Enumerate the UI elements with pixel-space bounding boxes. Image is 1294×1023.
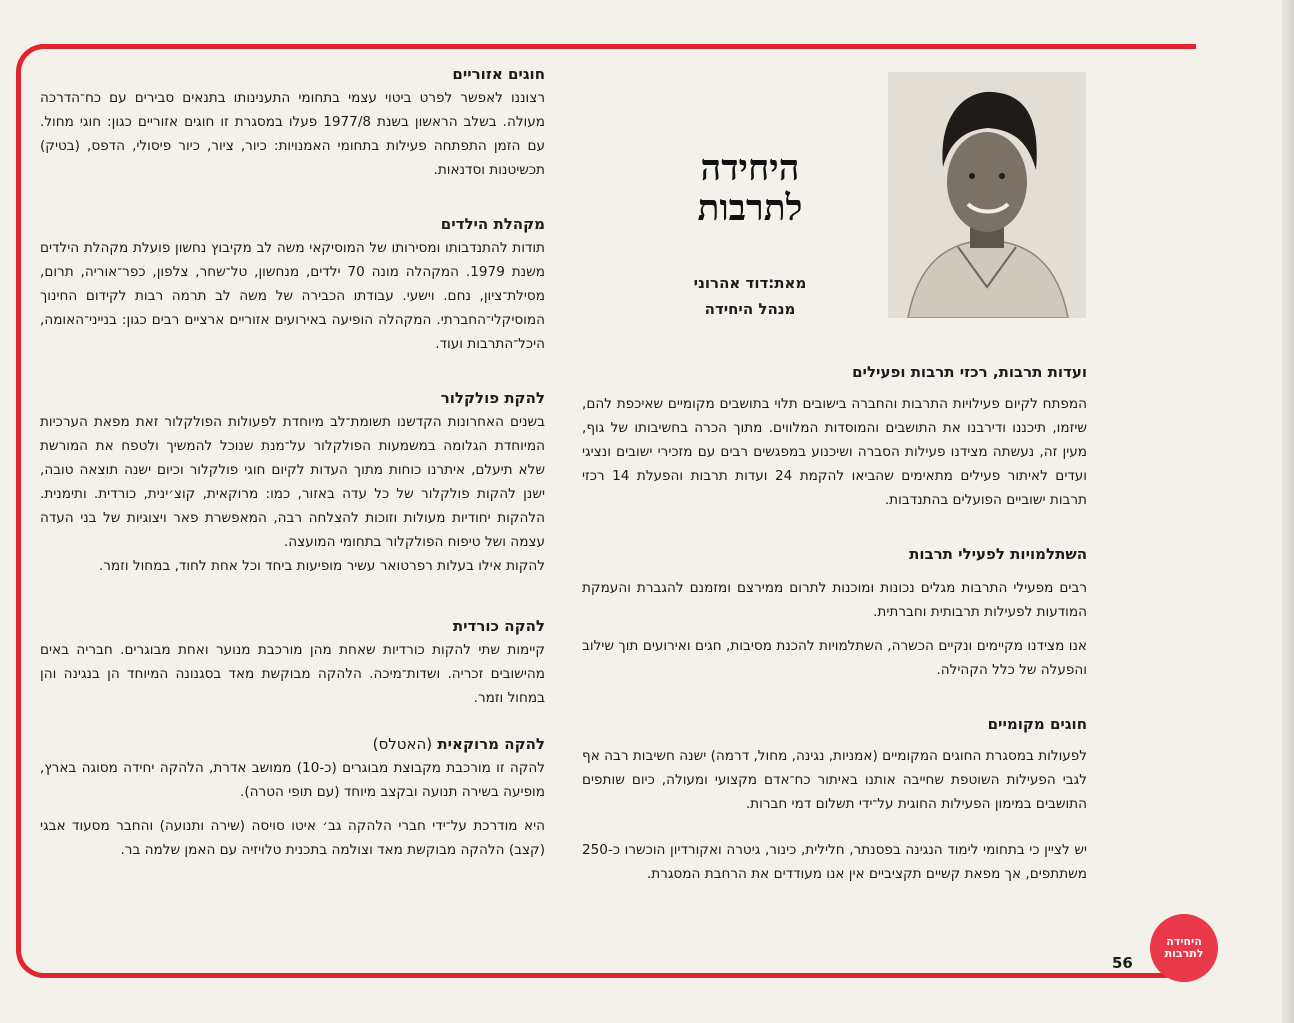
page-title xyxy=(640,148,860,228)
red-frame-top xyxy=(40,44,1086,49)
section-text-local-clubs-2: יש לציין כי בתחומי לימוד הנגינה בפסנתר, חלילית, כינור, גיטרה ואקורדיון הוכשרו כ-250 משתתפים, אך מפאת קשיים תקציביים אין אנו מעודדים את הרחבת המסגרת. xyxy=(582,842,1087,882)
section-heading-regional-clubs: חוגים אזוריים xyxy=(452,65,545,83)
section-text-moroccan-2: היא מודרכת על־ידי חברי הלהקה גב׳ איטו סויסה (שירה ותנועה) והחבר מסעוד אבגי (קצב) הלהקה מבוקשת מאד וצולמה בתכנית טלויזיה עם האמן שלמה בר. xyxy=(40,818,545,858)
author-block xyxy=(640,270,860,322)
portrait-image xyxy=(888,72,1086,318)
section-text-training-2: אנו מצידנו מקיימים ונקיים הכשרה, השתלמויות להכנת מסיבות, חגים ואירועים תוך שילוב והפעלה של כלל הקהילה. xyxy=(582,638,1087,678)
section-text-folklore-1: בשנים האחרונות הקדשנו תשומת־לב מיוחדת לפעולות הפולקלור זאת מפאת הערכיות המיוחדת הגלומה במשמעות הפולקלור על־מנת שנוכל להמשיך ולטפח את המורשת שלא תיעלם, איתרנו כוחות מתוך העדות לקיום חוגי פולקלור וכיום ישנה תוצאה טובה, ישנן להקות פולקלור של כל עדה באזור, כמו: מרוקאית, קוצ׳ינית, כורדית. ותימנית. הלהקות יחודיות מעולות וזוכות להצלחה רבה, המאפשרת פאר ויצוגיות של בני העדה עצמה ושל טיפוח הפולקלור בתחומי המועצה. xyxy=(40,414,545,550)
page-edge xyxy=(1282,0,1294,1023)
section-heading-training: השתלמויות לפעילי תרבות xyxy=(909,545,1087,563)
title-line-2: לתרבות xyxy=(697,187,803,229)
left-column xyxy=(40,62,545,862)
title-line-1: היחידה xyxy=(700,147,800,189)
section-heading-children-choir: מקהלת הילדים xyxy=(440,215,545,233)
section-heading-local-clubs: חוגים מקומיים xyxy=(987,715,1087,733)
section-text-kurdish: קיימות שתי להקות כורדיות שאחת מהן מורכבת מנוער ואחת מבוגרים. חבריה באים מהישובים זכריה. ושדות־מיכה. הלהקה מבוקשת מאד בסגנונה המיוחד הן בנגינה והן במחול וזמר. xyxy=(40,642,545,706)
author-role: מנהל היחידה xyxy=(704,300,796,318)
page-number: 56 xyxy=(1112,954,1133,972)
section-heading-kurdish: להקה כורדית xyxy=(452,617,545,635)
moroccan-heading-main: להקה מרוקאית xyxy=(437,735,545,753)
section-heading-folklore: להקת פולקלור xyxy=(440,389,545,407)
author-photo xyxy=(888,72,1086,318)
moroccan-heading-suffix: (האטלס) xyxy=(372,735,433,753)
section-text-folklore-2: להקות אילו בעלות רפרטואר עשיר מופיעות ביחד וכל אחת לחוד, במחול וזמר. xyxy=(98,558,545,574)
section-text-moroccan-1: להקה זו מורכבת מקבוצת מבוגרים (כ-10) ממושב אדרת, הלהקה יחידה מסוגה בארץ, מופיעה בשירה תנועה ובקצב מיוחד (עם תופי הטרה). xyxy=(40,760,545,800)
unit-logo xyxy=(1150,914,1218,982)
section-heading-culture-committees: ועדות תרבות, רכזי תרבות ופעילים xyxy=(852,363,1087,381)
section-text-local-clubs-1: לפעולות במסגרת החוגים המקומיים (אמניות, נגינה, מחול, דרמה) ישנה חשיבות רבה אף לגבי הפעילות השוטפת שחייבה אותנו באיתור כח־אדם מקצועי ומעולה, כיום שותפים התושבים במימון הפעילות החוגית על־ידי תשלום דמי חברות. xyxy=(582,748,1087,812)
right-column xyxy=(582,360,1087,886)
section-text-regional-clubs: רצוננו לאפשר לפרט ביטוי עצמי בתחומי התענינותו בתנאים סבירים עם כח־הדרכה מעולה. בשלב הראשון בשנת 1977/8 פעלו במסגרת זו חוגים אזוריים כגון: חוגי מחול. עם הזמן התפתחה פעילות בתחומי האמנויות: כיור, ציור, כיור פיסולי, הדפס, (בטיק) תכשיטנות וסדנאות. xyxy=(40,90,545,178)
logo-text: היחידה לתרבות xyxy=(1164,935,1204,960)
author-name: מאת:דוד אהרוני xyxy=(693,274,807,292)
red-frame-bottom xyxy=(40,973,1190,978)
section-text-children-choir: תודות להתנדבותו ומסירותו של המוסיקאי משה לב מקיבוץ נחשון פועלת מקהלת הילדים משנת 1979. המקהלה מונה 70 ילדים, מנחשון, טל־שחר, צלפון, כפר־אוריה, תרום, מסילת־ציון, נחם. וישעי. עבודתו הכבירה של משה לב תרמה רבות לקידום החינוך המוסיקלי־החברתי. המקהלה הופיעה באירועים אזוריים ארציים רבים כגון: בנייני־האומה, היכל־התרבות ועוד. xyxy=(40,240,545,352)
section-text-culture-committees: המפתח לקיום פעילויות התרבות והחברה בישובים תלוי בתושבים מקומיים שאיכפת להם, שיזמו, תיכננו ודירבנו את התושבים והמוסדות המלווים. מתוך הכרה בחשיבותו של גוף, מעין זה, נעשתה מצידנו פעילות הסברה ושיכנוע במפגשים רבים עם מזכירי ישובים ונציגי ועדים לאיתור פעילים מתאימים שהביאו להקמת 24 ועדות תרבות והפעלת 14 רכזי תרבות ישוביים הפועלים בהתנדבות. xyxy=(582,396,1087,508)
section-heading-moroccan xyxy=(40,732,545,756)
section-text-training-1: רבים מפעילי התרבות מגלים נכונות ומוכנות לתרום ממירצם ומזמנם להגברת והעמקת המודעות לפעילות תרבותית וחברתית. xyxy=(582,580,1087,620)
